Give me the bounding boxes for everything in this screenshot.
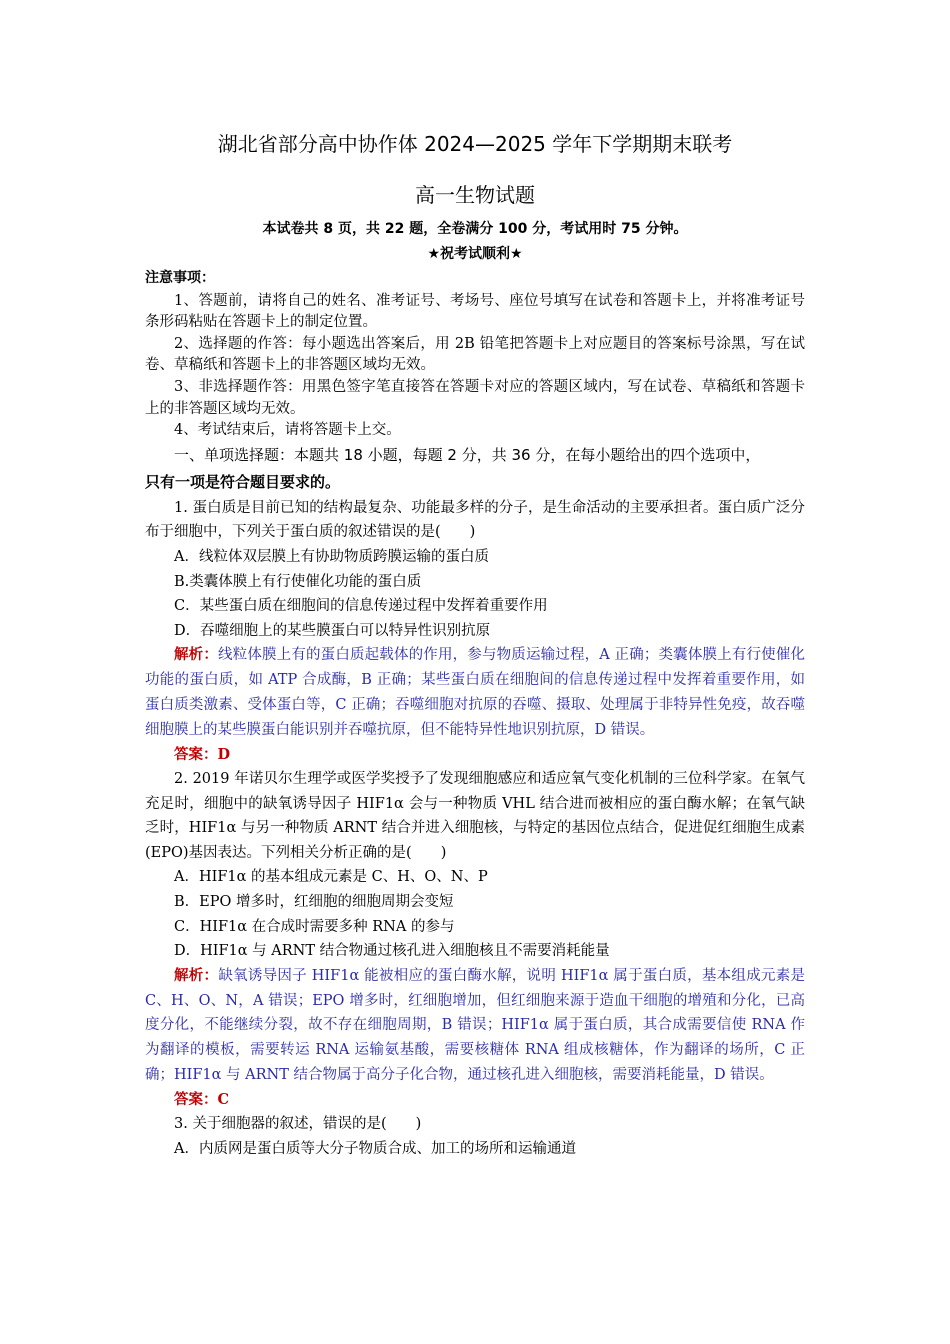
section-text: 本题共 18 小题，每题 2 分，共 36 分，在每小题给出的四个选项中， [294,445,761,464]
question-2-option-a: A．HIF1α 的基本组成元素是 C、H、O、N、P [174,869,488,886]
question-2-option-d: D．HIF1α 与 ARNT 结合物通过核孔进入细胞核且不需要消耗能量 [174,943,610,960]
question-1-analysis-label: 解析： [174,646,218,664]
question-1-analysis-text: 线粒体膜上有的蛋白质起载体的作用，参与物质运输过程，A 正确；类囊体膜上有行使催化功能的蛋白质，如 ATP 合成酶，B 正确；某些蛋白质在细胞间的信息传递过程中发挥着重要作用，如蛋白质类激素、受体蛋白等，C 正确；吞噬细胞对抗原的吞噬、摄取、处理属于非特异性免疫，故吞噬细胞膜上的某些膜蛋白能识别并吞噬抗原，但不能特异性地识别抗原，D 错误。 [145,647,806,738]
question-2-answer: 答案：C [174,1090,230,1108]
section-prefix: 一、单项选择题： [174,445,295,464]
notice-item-1: 1、答题前，请将自己的姓名、准考证号、考场号、座位号填写在试卷和答题卡上，并将准考证号条形码粘贴在答题卡上的制定位置。 [145,292,805,331]
question-3-stem: 3. 关于细胞器的叙述，错误的是( ) [174,1116,422,1133]
question-1-stem: 1. 蛋白质是目前已知的结构最复杂、功能最多样的分子，是生命活动的主要承担者。蛋白质广泛分布于细胞中，下列关于蛋白质的叙述错误的是( ) [145,499,805,541]
notice-item-4: 4、考试结束后，请将答题卡上交。 [174,422,401,439]
question-1-option-a: A．线粒体双层膜上有协助物质跨膜运输的蛋白质 [174,548,489,565]
question-2-analysis-label: 解析： [174,966,219,984]
exam-wish: ★祝考试顺利★ [427,246,523,262]
question-2-option-c: C．HIF1α 在合成时需要多种 RNA 的参与 [174,918,455,935]
question-1-option-b: B.类囊体膜上有行使催化功能的蛋白质 [174,573,422,590]
question-1-option-d: D．吞噬细胞上的某些膜蛋白可以特异性识别抗原 [174,622,491,639]
section-bold: 只有一项是符合题目要求的。 [145,472,341,491]
question-2-option-b: B．EPO 增多时，红细胞的细胞周期会变短 [174,894,454,911]
question-1-answer: 答案：D [174,745,231,763]
exam-title: 湖北省部分高中协作体 2024—2025 学年下学期期末联考 [217,132,733,156]
section-heading [145,442,805,496]
notice-title: 注意事项： [145,270,215,286]
question-2-analysis [145,964,805,1088]
question-2-stem: 2. 2019 年诺贝尔生理学或医学奖授予了发现细胞感应和适应氧气变化机制的三位科学家。在氧气充足时，细胞中的缺氧诱导因子 HIF1α 会与一种物质 VHL 结合进而被相应的蛋白酶水解；在氧气缺乏时，HIF1α 与另一种物质 ARNT 结合并进入细胞核，与特定的基因位点结合，促进促红细胞生成素(EPO)基因表达。下列相关分析正确的是( ) [145,771,805,861]
question-1-analysis [145,643,805,742]
exam-subtitle: 高一生物试题 [415,183,535,207]
question-3-option-a: A．内质网是蛋白质等大分子物质合成、加工的场所和运输通道 [174,1141,576,1158]
question-1-option-c: C．某些蛋白质在细胞间的信息传递过程中发挥着重要作用 [174,598,548,615]
exam-body [145,266,805,1162]
notice-item-3: 3、非选择题作答：用黑色签字笔直接答在答题卡对应的答题区域内，写在试卷、草稿纸和答题卡上的非答题区域均无效。 [145,378,805,417]
exam-info: 本试卷共 8 页，共 22 题，全卷满分 100 分，考试用时 75 分钟。 [262,221,688,237]
question-2-analysis-text: 缺氧诱导因子 HIF1α 能被相应的蛋白酶水解，说明 HIF1α 属于蛋白质，基本组成元素是 C、H、O、N，A 错误；EPO 增多时，红细胞增加，但红细胞来源于造血干细胞的增殖和分化，已高度分化，不能继续分裂，故不存在细胞周期，B 错误；HIF1α 属于蛋白质，其合成需要信使 RNA 作为翻译的模板，需要转运 RNA 运输氨基酸，需要核糖体 RNA 组成核糖体，作为翻译的场所，C 正确；HIF1α 与 ARNT 结合物属于高分子化合物，通过核孔进入细胞核，需要消耗能量，D 错误。 [145,967,806,1084]
notice-item-2: 2、选择题的作答：每小题选出答案后，用 2B 铅笔把答题卡上对应题目的答案标号涂黑，写在试卷、草稿纸和答题卡上的非答题区域均无效。 [145,335,805,374]
